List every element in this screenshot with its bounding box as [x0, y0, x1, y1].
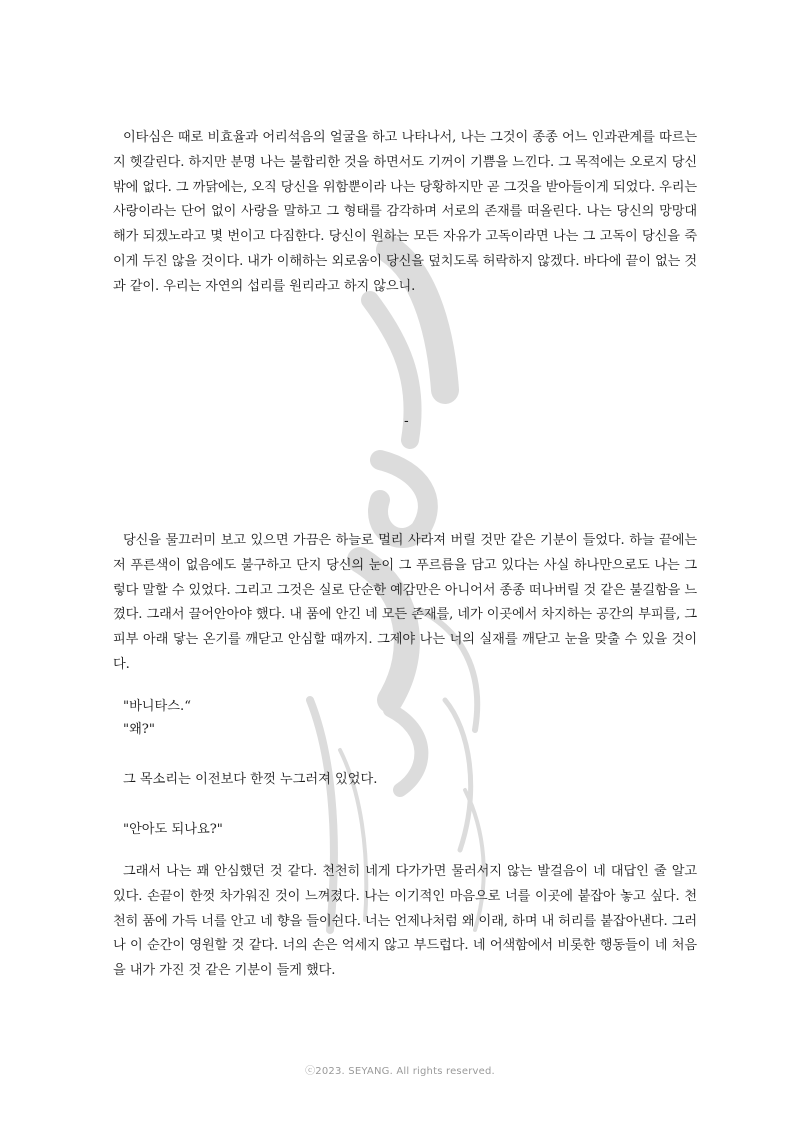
paragraph-2: 당신을 물끄러미 보고 있으면 가끔은 하늘로 멀리 사라져 버릴 것만 같은 기분이 들었다. 하늘 끝에는 저 푸른색이 없음에도 불구하고 단지 당신의 눈이 그 푸르름을 담고 있다는 사실 하나만으로도 나는 그렇다 말할 수 있었다. 그리고 그것은 실로 단순한 예감만은 아니어서 종종 떠나버릴 것 같은 불길함을 느꼈다. 그래서 끌어안아야 했다. 내 품에 안긴 네 모든 존재를, 네가 이곳에서 차지하는 공간의 부피를, 그 피부 아래 닿는 온기를 깨닫고 안심할 때까지. 그제야 나는 너의 실재를 깨닫고 눈을 맞출 수 있을 것이다. — [113, 533, 697, 672]
dialogue-line-1: "바니타스.“ — [123, 699, 191, 714]
paragraph-1: 이타심은 때로 비효율과 어리석음의 얼굴을 하고 나타나서, 나는 그것이 종종 어느 인과관계를 따르는지 헷갈린다. 하지만 분명 나는 불합리한 것을 하면서도 기꺼이 기쁨을 느낀다. 그 목적에는 오로지 당신밖에 없다. 그 까닭에는, 오직 당신을 위함뿐이라 나는 당황하지만 곧 그것을 받아들이게 되었다. 우리는 사랑이라는 단어 없이 사랑을 말하고 그 형태를 감각하며 서로의 존재를 떠올린다. 나는 당신의 망망대해가 되겠노라고 몇 번이고 다짐한다. 당신이 원하는 모든 자유가 고독이라면 나는 그 고독이 당신을 죽이게 두진 않을 것이다. 내가 이해하는 외로움이 당신을 덮치도록 허락하지 않겠다. 바다에 끝이 없는 것과 같이. 우리는 자연의 섭리를 원리라고 하지 않으니. — [113, 130, 697, 294]
dialogue-line-3: "안아도 되나요?" — [123, 822, 223, 837]
dialogue-line-2: "왜?" — [123, 722, 155, 737]
paragraph-4: 그래서 나는 꽤 안심했던 것 같다. 천천히 네게 다가가면 물러서지 않는 발걸음이 네 대답인 줄 알고 있다. 손끝이 한껏 차가워진 것이 느껴졌다. 나는 이기적인 마음으로 너를 이곳에 붙잡아 놓고 싶다. 천천히 품에 가득 너를 안고 네 향을 들이쉰다. 너는 언제나처럼 왜 이래, 하며 내 허리를 붙잡아낸다. 그러나 이 순간이 영원할 것 같다. 너의 손은 억세지 않고 부드럽다. 네 어색함에서 비롯한 행동들이 네 처음을 내가 가진 것 같은 기분이 들게 했다. — [113, 864, 697, 979]
narration-line: 그 목소리는 이전보다 한껏 누그러져 있었다. — [123, 772, 378, 787]
section-separator: - — [404, 414, 409, 429]
copyright-footer: ⓒ2023. SEYANG. All rights reserved. — [305, 1066, 495, 1077]
